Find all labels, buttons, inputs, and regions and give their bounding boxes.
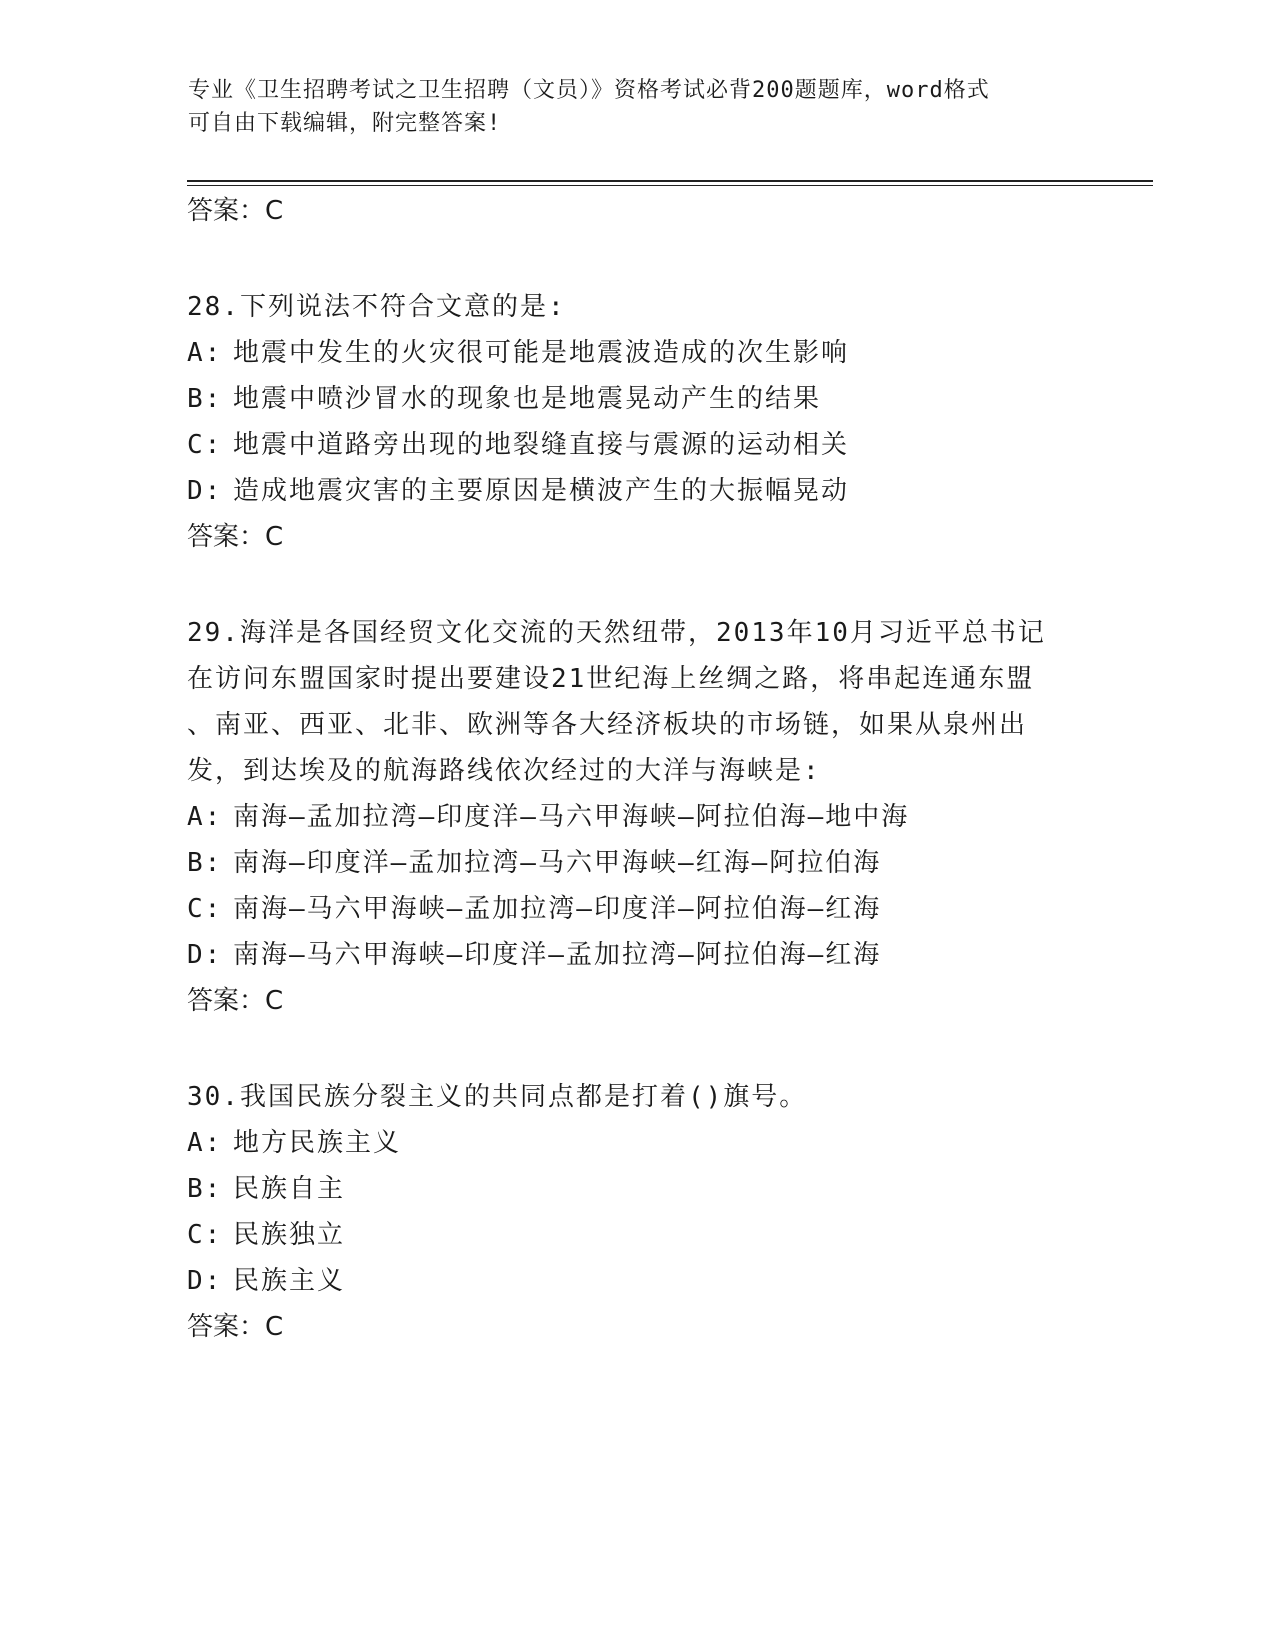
option-text: 民族自主 [233,1174,346,1204]
option-text: 南海—孟加拉湾—印度洋—马六甲海峡—阿拉伯海—地中海 [233,802,910,832]
option-letter: A: [187,338,223,368]
question-stem-line: 发，到达埃及的航海路线依次经过的大洋与海峡是: [187,756,821,786]
option-letter: B: [187,848,223,878]
question-stem-line: 、南亚、西亚、北非、欧洲等各大经济板块的市场链，如果从泉州出 [187,710,1028,740]
option-letter: A: [187,802,223,832]
header-subtitle-line: 可自由下载编辑，附完整答案! [188,111,502,136]
option-b [187,840,1087,886]
header-divider-thick [187,180,1153,182]
option-a [187,330,1087,376]
answer-line: 答案：C [187,522,284,552]
option-text: 南海—印度洋—孟加拉湾—马六甲海峡—红海—阿拉伯海 [233,848,882,878]
option-c [187,1212,1087,1258]
option-text: 地方民族主义 [233,1128,402,1158]
answer-line: 答案：C [187,1312,284,1342]
option-text: 地震中道路旁出现的地裂缝直接与震源的运动相关 [233,430,850,460]
option-letter: D: [187,940,223,970]
option-a [187,1120,1087,1166]
option-a [187,794,1087,840]
answer-line: 答案：C [187,986,284,1016]
option-letter: C: [187,430,223,460]
option-text: 地震中发生的火灾很可能是地震波造成的次生影响 [233,338,850,368]
question-stem [187,1074,1087,1120]
question-29 [187,610,1087,1024]
option-text: 地震中喷沙冒水的现象也是地震晃动产生的结果 [233,384,822,414]
option-d [187,1258,1087,1304]
question-stem-line: 在访问东盟国家时提出要建设21世纪海上丝绸之路，将串起连通东盟 [187,664,1035,694]
option-letter: B: [187,1174,223,1204]
document-header [188,74,1088,140]
option-letter: C: [187,1220,223,1250]
question-list [187,188,1087,1350]
header-divider-thin [187,185,1153,186]
option-text: 南海—马六甲海峡—印度洋—孟加拉湾—阿拉伯海—红海 [233,940,882,970]
answer-line: 答案：C [187,196,284,226]
option-letter: A: [187,1128,223,1158]
question-28 [187,284,1087,560]
option-d [187,468,1087,514]
option-letter: D: [187,1266,223,1296]
question-stem [187,284,1087,330]
question-stem-line: 30.我国民族分裂主义的共同点都是打着()旗号。 [187,1082,808,1112]
option-c [187,886,1087,932]
header-title-line: 专业《卫生招聘考试之卫生招聘（文员）》资格考试必背200题题库，word格式 [188,78,990,103]
option-letter: C: [187,894,223,924]
option-b [187,376,1087,422]
question-stem [187,610,1087,794]
option-d [187,932,1087,978]
option-text: 造成地震灾害的主要原因是横波产生的大振幅晃动 [233,476,850,506]
option-text: 南海—马六甲海峡—孟加拉湾—印度洋—阿拉伯海—红海 [233,894,882,924]
option-c [187,422,1087,468]
option-letter: D: [187,476,223,506]
option-b [187,1166,1087,1212]
question-stem-line: 29.海洋是各国经贸文化交流的天然纽带，2013年10月习近平总书记 [187,618,1046,648]
option-text: 民族独立 [233,1220,346,1250]
question-stem-line: 28.下列说法不符合文意的是: [187,292,566,322]
question-30 [187,1074,1087,1350]
option-letter: B: [187,384,223,414]
option-text: 民族主义 [233,1266,346,1296]
